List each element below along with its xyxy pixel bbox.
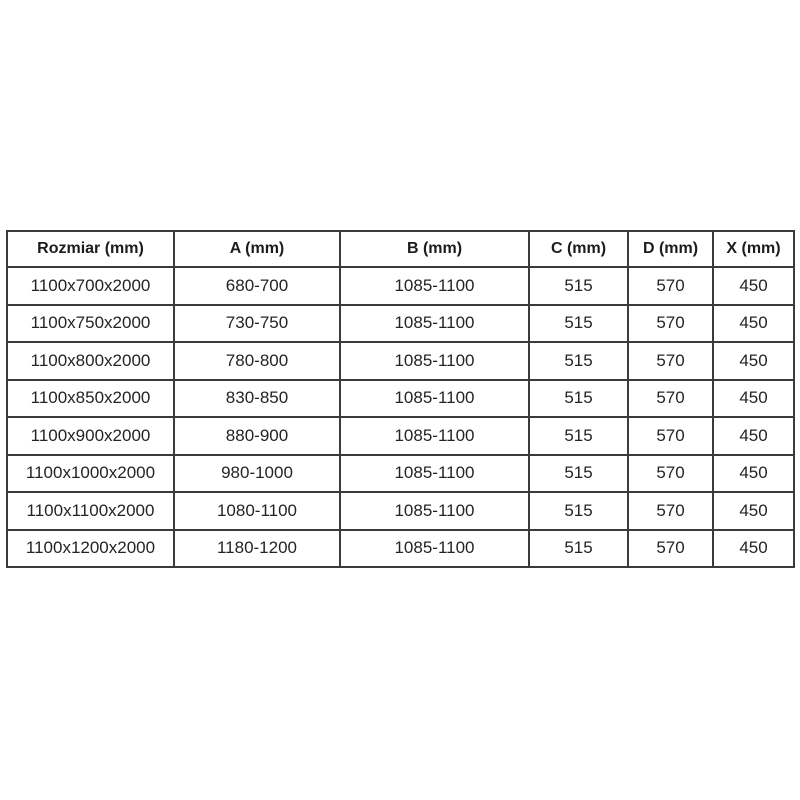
table-cell-a: 830-850 [174, 380, 340, 418]
table-cell-c: 515 [529, 530, 628, 568]
table-cell-c: 515 [529, 342, 628, 380]
table-cell-a: 1080-1100 [174, 492, 340, 530]
table-cell-d: 570 [628, 342, 713, 380]
table-cell-c: 515 [529, 417, 628, 455]
table-cell-x: 450 [713, 342, 794, 380]
column-header-d: D (mm) [628, 231, 713, 267]
table-cell-rozmiar: 1100x1100x2000 [7, 492, 174, 530]
table-cell-d: 570 [628, 492, 713, 530]
table-cell-rozmiar: 1100x850x2000 [7, 380, 174, 418]
table-cell-b: 1085-1100 [340, 305, 529, 343]
table-cell-b: 1085-1100 [340, 455, 529, 493]
table-cell-a: 780-800 [174, 342, 340, 380]
table-cell-a: 1180-1200 [174, 530, 340, 568]
table-cell-c: 515 [529, 305, 628, 343]
table-cell-a: 880-900 [174, 417, 340, 455]
table-cell-c: 515 [529, 380, 628, 418]
table-cell-x: 450 [713, 492, 794, 530]
table-cell-c: 515 [529, 455, 628, 493]
size-table [6, 230, 795, 568]
table-cell-a: 680-700 [174, 267, 340, 305]
column-header-b: B (mm) [340, 231, 529, 267]
table-cell-d: 570 [628, 380, 713, 418]
table-cell-b: 1085-1100 [340, 342, 529, 380]
column-header-x: X (mm) [713, 231, 794, 267]
table-cell-x: 450 [713, 455, 794, 493]
table-cell-a: 980-1000 [174, 455, 340, 493]
table-cell-rozmiar: 1100x1200x2000 [7, 530, 174, 568]
table-cell-x: 450 [713, 305, 794, 343]
table-cell-b: 1085-1100 [340, 530, 529, 568]
table-cell-rozmiar: 1100x800x2000 [7, 342, 174, 380]
table-row [7, 380, 794, 418]
table-cell-c: 515 [529, 267, 628, 305]
column-header-rozmiar: Rozmiar (mm) [7, 231, 174, 267]
table-cell-b: 1085-1100 [340, 492, 529, 530]
table-cell-c: 515 [529, 492, 628, 530]
column-header-a: A (mm) [174, 231, 340, 267]
table-cell-b: 1085-1100 [340, 417, 529, 455]
table-cell-a: 730-750 [174, 305, 340, 343]
column-header-c: C (mm) [529, 231, 628, 267]
table-cell-d: 570 [628, 530, 713, 568]
table-row [7, 267, 794, 305]
table-row [7, 342, 794, 380]
table-cell-x: 450 [713, 530, 794, 568]
table-cell-x: 450 [713, 380, 794, 418]
table-cell-rozmiar: 1100x700x2000 [7, 267, 174, 305]
table-cell-d: 570 [628, 417, 713, 455]
table-cell-rozmiar: 1100x1000x2000 [7, 455, 174, 493]
table-cell-d: 570 [628, 267, 713, 305]
table-cell-d: 570 [628, 305, 713, 343]
table-cell-b: 1085-1100 [340, 267, 529, 305]
table-cell-x: 450 [713, 417, 794, 455]
table-cell-b: 1085-1100 [340, 380, 529, 418]
table-row [7, 455, 794, 493]
table-cell-rozmiar: 1100x750x2000 [7, 305, 174, 343]
table-row [7, 530, 794, 568]
table-row [7, 305, 794, 343]
table-cell-d: 570 [628, 455, 713, 493]
table-row [7, 492, 794, 530]
table-body [7, 267, 794, 567]
table-row [7, 417, 794, 455]
table-cell-rozmiar: 1100x900x2000 [7, 417, 174, 455]
header-row [7, 231, 794, 267]
table-cell-x: 450 [713, 267, 794, 305]
